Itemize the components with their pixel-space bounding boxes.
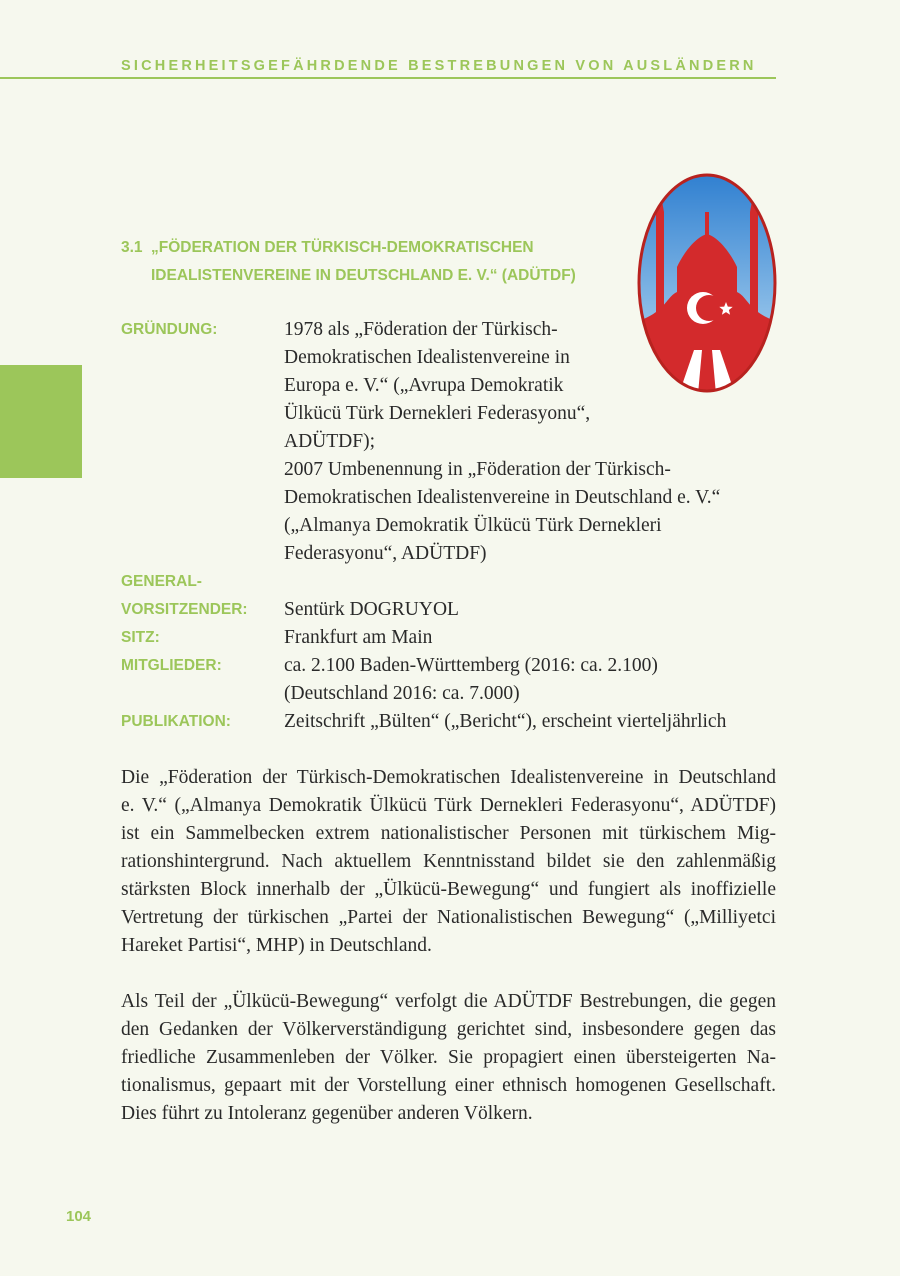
text-line: den Gedanken der Völkerverständigung gerichtet sind, insbesondere gegen das — [121, 1019, 776, 1040]
section-number: 3.1 — [121, 239, 143, 256]
gruendung-line: Demokratischen Idealistenvereine in — [284, 347, 570, 368]
label-sitz: SITZ: — [121, 629, 160, 646]
text-line: e. V.“ („Almanya Demokratik Ülkücü Türk Dernekleri Federasyonu“, ADÜTDF) — [121, 795, 776, 816]
gruendung-line: ADÜTDF); — [284, 431, 375, 452]
text-line: Die „Föderation der Türkisch-Demokratischen Idealistenvereine in Deutschland — [121, 767, 776, 788]
text-line: Vertretung der türkischen „Partei der Nationalistischen Bewegung“ („Milliyetci — [121, 907, 776, 928]
value-mitglieder — [284, 652, 658, 708]
text-line: rationshintergrund. Nach aktuellem Kenntnisstand bildet sie den zahlenmäßig — [121, 851, 776, 872]
label-gruendung: GRÜNDUNG: — [121, 321, 218, 338]
gruendung-line: („Almanya Demokratik Ülkücü Türk Dernekleri — [284, 515, 662, 536]
text-line: Als Teil der „Ülkücü-Bewegung“ verfolgt die ADÜTDF Bestrebungen, die gegen — [121, 991, 776, 1012]
gruendung-line: Ülkücü Türk Dernekleri Federasyonu“, — [284, 403, 591, 424]
running-header: SICHERHEITSGEFÄHRDENDE BESTREBUNGEN VON AUSLÄNDERN — [121, 58, 757, 74]
text-line: stärksten Block innerhalb der „Ülkücü-Bewegung“ und fungiert als inoffizielle — [121, 879, 776, 900]
section-title-line2: IDEALISTENVEREINE IN DEUTSCHLAND E. V.“ (ADÜTDF) — [151, 267, 576, 284]
label-vorsitzender: VORSITZENDER: — [121, 601, 248, 618]
page-number: 104 — [66, 1208, 92, 1225]
gruendung-line: Demokratischen Idealistenvereine in Deutschland e. V.“ — [284, 487, 721, 508]
gruendung-line: Europa e. V.“ („Avrupa Demokratik — [284, 375, 564, 396]
chapter-tab-marker — [0, 365, 82, 478]
value-vorsitzender: Sentürk DOGRUYOL — [284, 599, 459, 620]
text-line: Hareket Partisi“, MHP) in Deutschland. — [121, 935, 432, 956]
mitglieder-line: ca. 2.100 Baden-Württemberg (2016: ca. 2.100) — [284, 655, 658, 676]
header-rule — [0, 77, 776, 79]
section-title-line1: „FÖDERATION DER TÜRKISCH-DEMOKRATISCHEN — [151, 239, 534, 256]
text-line: Dies führt zu Intoleranz gegenüber anderen Völkern. — [121, 1103, 533, 1124]
gruendung-line: 2007 Umbenennung in „Föderation der Türkisch- — [284, 459, 671, 480]
text-line: ist ein Sammelbecken extrem nationalistischer Personen mit türkischem Mig- — [121, 823, 776, 844]
value-gruendung — [284, 316, 720, 568]
gruendung-line: Federasyonu“, ADÜTDF) — [284, 543, 487, 564]
gruendung-line: 1978 als „Föderation der Türkisch- — [284, 319, 558, 340]
text-line: friedliche Zusammenleben der Völker. Sie propagiert einen übersteigerten Na- — [121, 1047, 776, 1068]
label-general: GENERAL- — [121, 573, 202, 590]
mitglieder-line: (Deutschland 2016: ca. 7.000) — [284, 683, 520, 704]
text-line: tionalismus, gepaart mit der Vorstellung einer ethnisch homogenen Gesellschaft. — [121, 1075, 776, 1096]
body-paragraph-1 — [121, 764, 776, 960]
label-mitglieder: MITGLIEDER: — [121, 657, 222, 674]
label-publikation: PUBLIKATION: — [121, 713, 231, 730]
section-title — [121, 234, 576, 290]
value-publikation: Zeitschrift „Bülten“ („Bericht“), erscheint vierteljährlich — [284, 711, 727, 732]
body-paragraph-2 — [121, 988, 776, 1128]
value-sitz: Frankfurt am Main — [284, 627, 433, 648]
